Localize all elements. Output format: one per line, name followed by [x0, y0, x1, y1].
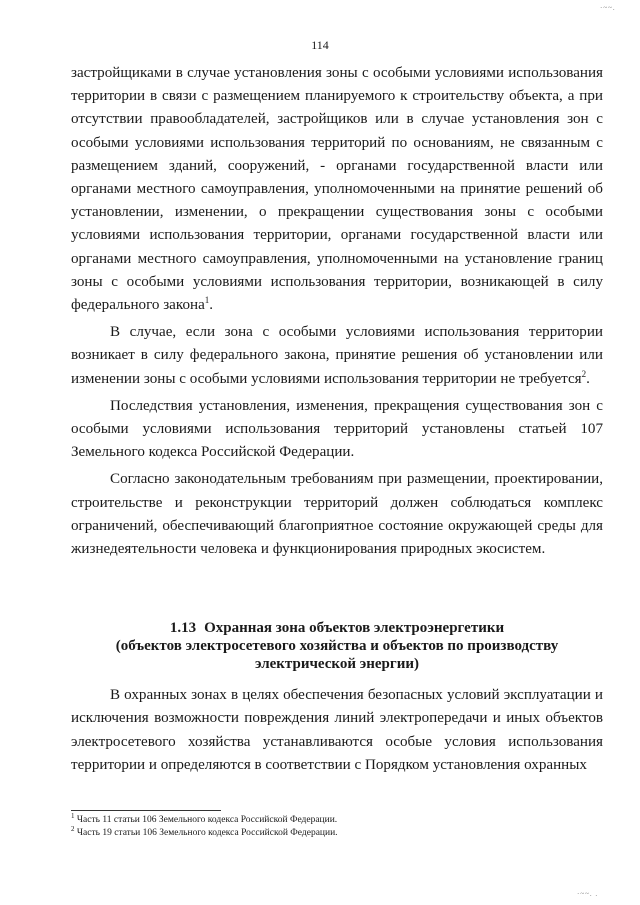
paragraph-end: . — [586, 370, 590, 387]
paragraph: В охранных зонах в целях обеспечения безопасных условий эксплуатации и исключения возможности повреждения линий электропередачи и иных объектов электросетевого хозяйства устанавливаются особые условия использования территории и определяются в соответствии с Порядком установления охранных — [71, 687, 603, 774]
footnote-text: Часть 11 статьи 106 Земельного кодекса Российской Федерации. — [76, 815, 338, 825]
body-text — [71, 62, 603, 561]
footnote-ref-1[interactable]: 1 — [204, 295, 210, 305]
paragraph-continuation — [71, 62, 603, 317]
section-heading — [71, 619, 603, 673]
paragraph-text: В случае, если зона с особыми условиями использования территории возникает в силу федерального закона, принятие решения об установлении или изменении зоны с особыми условиями использования территории не требуется — [71, 324, 603, 387]
footnote-2 — [71, 824, 603, 840]
footnote-ref-2[interactable]: 2 — [581, 368, 587, 379]
paragraph: Согласно законодательным требованиям при размещении, проектировании, строительстве и реконструкции территорий должен соблюдаться комплекс ограничений, обеспечивающий благоприятное состояние окружающей среды для жизнедеятельности человека и функционирования природных экосистем. — [71, 471, 603, 558]
page-number: 114 — [311, 38, 329, 52]
section-body — [71, 684, 603, 778]
footnote-divider — [71, 810, 221, 811]
scan-mark-top: ·~~. — [600, 4, 616, 12]
paragraph-text: застройщиками в случае установления зоны с особыми условиями использования территории в связи с размещением планируемого к строительству объекта, а при отсутствии правообладателей, застройщиков или в случае установления зон с особыми условиями использования территорий по основаниям, не связанным с размещением зданий, сооружений, - органами государственной власти или органами местного самоуправления, уполномоченными на принятие решений об установлении, изменении, о прекращении существования зоны с особыми условиями использования территории, органами государственной власти или органами местного самоуправления, уполномоченными на установление границ зоны с особыми условиями использования территории, возникающей в силу федерального закона — [71, 65, 603, 314]
section-subtitle: (объектов электросетевого хозяйства и объектов по производству электрической энергии) — [115, 638, 559, 672]
section-title: Охранная зона объектов электроэнергетики — [204, 620, 505, 636]
paragraph-end: . — [209, 297, 214, 314]
section-title-line — [71, 619, 603, 637]
footnote-mark: 1 — [71, 811, 75, 820]
paragraph: Последствия установления, изменения, прекращения существования зон с особыми условиями использования территорий установлены статьей 107 Земельного кодекса Российской Федерации. — [71, 397, 603, 461]
section-number: 1.13 — [169, 620, 197, 636]
footnote-text: Часть 19 статьи 106 Земельного кодекса Российской Федерации. — [76, 828, 338, 838]
footnote-1 — [71, 811, 603, 827]
footnote-mark: 2 — [71, 824, 75, 833]
paragraph — [71, 321, 603, 391]
scan-mark-bottom: ·~~. . — [577, 890, 599, 898]
footnotes — [71, 811, 603, 840]
